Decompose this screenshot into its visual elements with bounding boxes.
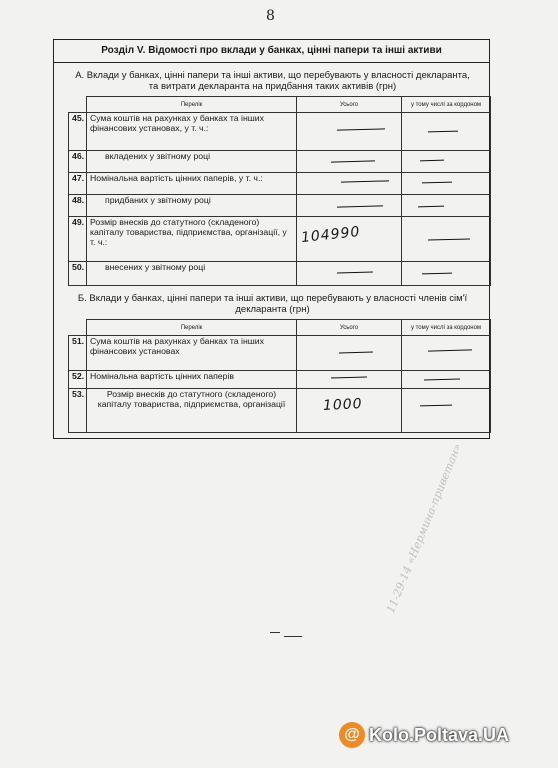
total-cell [297,336,402,371]
empty-dash [422,182,452,184]
header-list: Перелік [87,97,297,113]
abroad-cell [402,173,491,195]
row-label: Сума коштів на рахунках у банках та інших фінансових установах, у т. ч.: [87,113,297,151]
total-cell [297,371,402,389]
abroad-cell [402,151,491,173]
row-number: 51. [69,336,87,371]
abroad-cell [402,262,491,286]
empty-dash [424,379,460,381]
row-number: 48. [69,195,87,217]
empty-dash [428,238,470,240]
table-row [69,336,491,371]
row-number: 45. [69,113,87,151]
header-total: Усього [297,320,402,336]
part-b-title: Б. Вклади у банках, цінні папери та інші активи, що перебувають у власності членів сім'ї декларанта (грн) [77,293,468,315]
table-row [69,262,491,286]
table-row [69,389,491,433]
table-row [69,217,491,262]
row-label: Розмір внесків до статутного (складеного) капіталу товариства, підприємства, організації [87,389,297,433]
abroad-cell [402,389,491,433]
table-row [69,151,491,173]
handwritten-margin-note: 11-29-14 «Нермина-приветан» [384,441,465,615]
ink-mark [270,632,280,633]
abroad-cell [402,195,491,217]
total-cell [297,151,402,173]
empty-dash [331,377,367,379]
watermark-text: Kolo.Poltava.UA [369,724,510,745]
total-cell [297,217,402,262]
empty-dash [337,205,383,207]
total-cell [297,389,402,433]
empty-dash [422,273,452,275]
abroad-cell [402,371,491,389]
empty-dash [420,405,452,407]
header-abroad: у тому числі за кордоном [402,320,491,336]
part-b-header-row [69,320,491,336]
empty-dash [418,206,444,208]
row-number: 52. [69,371,87,389]
empty-dash [428,131,458,133]
part-a-header-row [69,97,491,113]
empty-dash [331,160,375,162]
empty-dash [428,349,472,351]
row-number: 53. [69,389,87,433]
abroad-cell [402,217,491,262]
watermark [339,722,509,748]
row-label: Сума коштів на рахунках у банках та інших фінансових установах [87,336,297,371]
empty-dash [341,180,389,182]
header-total: Усього [297,97,402,113]
table-row [69,371,491,389]
ink-mark [284,636,302,637]
total-cell [297,113,402,151]
section-frame [53,39,490,439]
abroad-cell [402,113,491,151]
row-label: Номінальна вартість цінних паперів [87,371,297,389]
empty-dash [337,128,385,130]
header-list: Перелік [87,320,297,336]
page-number: 8 [266,8,275,24]
total-cell [297,262,402,286]
row-number: 50. [69,262,87,286]
part-b-table [68,319,491,433]
section-title: Розділ V. Відомості про вклади у банках, цінні папери та інші активи [54,40,489,63]
part-a-title: А. Вклади у банках, цінні папери та інші активи, що перебувають у власності декларанта, та витрати декларанта на придбання таких активів (грн) [75,70,470,92]
header-abroad: у тому числі за кордоном [402,97,491,113]
row-label: Розмір внесків до статутного (складеного) капіталу товариства, підприємства, організації, у т. ч.: [87,217,297,262]
total-cell [297,173,402,195]
at-sign-icon: @ [339,722,365,748]
row-label: вкладених у звітному році [87,151,297,173]
row-number: 46. [69,151,87,173]
row-label: внесених у звітному році [87,262,297,286]
table-row [69,173,491,195]
row-label: Номінальна вартість цінних паперів, у т. ч.: [87,173,297,195]
handwritten-total-value: 104990 [300,223,362,247]
total-cell [297,195,402,217]
empty-dash [337,272,373,274]
row-label: придбаних у звітному році [87,195,297,217]
empty-dash [420,160,444,162]
table-row [69,113,491,151]
abroad-cell [402,336,491,371]
handwritten-total-value: 1000 [322,395,364,415]
table-row [69,195,491,217]
row-number: 47. [69,173,87,195]
empty-dash [339,352,373,354]
part-a-table [68,96,491,286]
row-number: 49. [69,217,87,262]
